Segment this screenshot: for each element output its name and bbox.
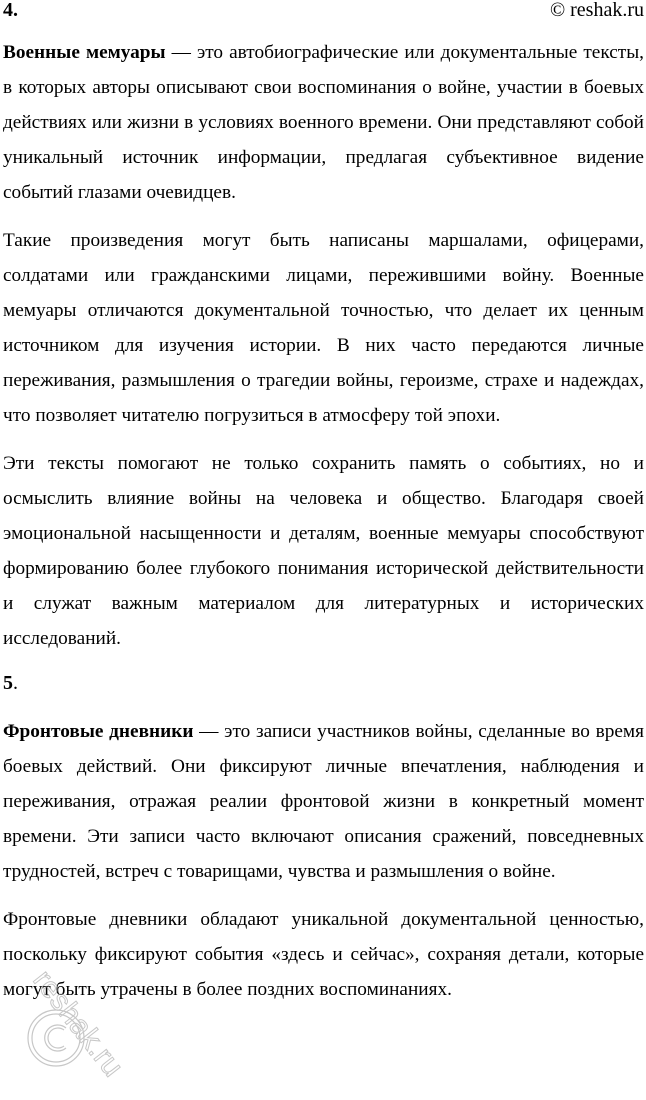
paragraph-text: — это записи участников войны, сделанные во время боевых действий. Они фиксируют личные впечатления, наблюдения и переживания, отражая реалии фронтовой жизни в конкретный момент времени. Эти записи часто включают описания сражений, повседневных трудностей, встреч с товарищами, чувства и размышления о войне. [3, 721, 644, 882]
document-page [3, 0, 644, 1007]
page-header [3, 0, 644, 26]
task-number-5-digit: 5 [3, 672, 13, 694]
term-front-diaries: Фронтовые дневники [3, 721, 194, 742]
paragraph-memoir-significance [3, 446, 644, 656]
copyright-notice: © reshak.ru [549, 0, 644, 21]
svg-text:reshak.ru: reshak.ru [26, 963, 128, 1080]
term-military-memoirs: Военные мемуары [3, 42, 166, 63]
paragraph-text: Эти тексты помогают не только сохранить память о событиях, но и осмыслить влияние войны на человека и общество. Благодаря своей эмоциональной насыщенности и деталям, военные мемуары способствуют формированию более глубокого понимания исторической действительности и служат важным материалом для литературных и исторических исследований. [3, 453, 644, 649]
paragraph-text: — это автобиографические или документальные тексты, в которых авторы описывают свои воспоминания о войне, участии в боевых действиях или жизни в условиях военного времени. Они представляют собой уникальный источник информации, предлагая субъективное видение событий глазами очевидцев. [3, 42, 645, 203]
paragraph-front-diaries-value [3, 902, 644, 1007]
paragraph-military-memoirs-definition [3, 35, 644, 210]
paragraph-memoir-authors [3, 223, 644, 433]
task-number-5 [3, 666, 644, 701]
task-number-4: 4. [3, 0, 18, 21]
paragraph-text: Такие произведения могут быть написаны маршалами, офицерами, солдатами или гражданскими лицами, пережившими войну. Военные мемуары отличаются документальной точностью, что делает их ценным источником для изучения истории. В них часто передаются личные переживания, размышления о трагедии войны, героизме, страхе и надеждах, что позволяет читателю погрузиться в атмосферу той эпохи. [3, 230, 644, 426]
task-number-5-period: . [13, 672, 18, 694]
paragraph-text: Фронтовые дневники обладают уникальной документальной ценностью, поскольку фиксируют события «здесь и сейчас», сохраняя детали, которые могут быть утрачены в более поздних воспоминаниях. [3, 909, 644, 1000]
paragraph-front-diaries-definition [3, 714, 644, 889]
